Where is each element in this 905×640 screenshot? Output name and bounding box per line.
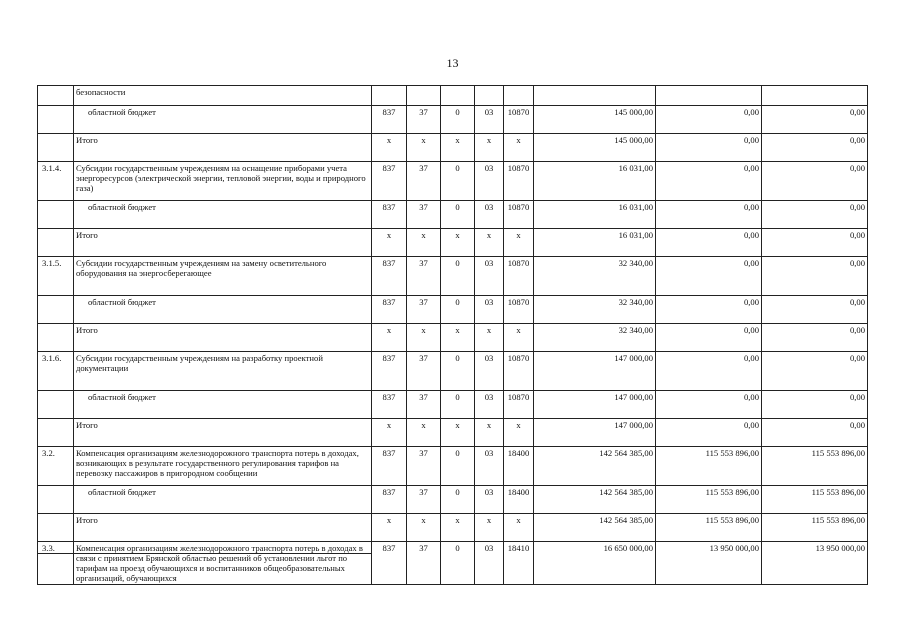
amount-cell: 147 000,00 [534,352,656,391]
amount-cell: 145 000,00 [534,106,656,134]
row-number-cell [38,419,74,447]
row-name-cell: Субсидии государственным учреждениям на замену осветительного оборудования на энергосберегающее [74,257,372,296]
amount-cell [762,86,868,106]
code-cell: x [475,229,504,257]
table-row [38,542,868,585]
row-number-cell: 3.1.4. [38,162,74,201]
row-name-cell: Компенсация организациям железнодорожного транспорта потерь в доходах, возникающих в результате государственного регулирования тарифов на перевозку пассажиров в пригородном сообщении [74,447,372,486]
code-cell: x [441,514,475,542]
code-cell [475,86,504,106]
code-cell: x [475,514,504,542]
code-cell: 0 [441,201,475,229]
code-cell: 03 [475,352,504,391]
budget-table [37,85,868,585]
code-cell: x [407,324,441,352]
row-number-cell [38,201,74,229]
row-number-cell: 3.1.5. [38,257,74,296]
code-cell: x [372,514,407,542]
amount-cell: 0,00 [762,201,868,229]
code-cell: 837 [372,391,407,419]
row-number-cell [38,296,74,324]
table-row [38,106,868,134]
code-cell: 03 [475,201,504,229]
amount-cell: 142 564 385,00 [534,486,656,514]
row-number-cell: 3.3. [38,542,74,585]
amount-cell: 0,00 [762,419,868,447]
code-cell [441,86,475,106]
amount-cell: 0,00 [656,296,762,324]
amount-cell: 32 340,00 [534,296,656,324]
code-cell: 837 [372,162,407,201]
code-cell: x [441,229,475,257]
code-cell: x [372,419,407,447]
code-cell: 0 [441,106,475,134]
code-cell: 0 [441,162,475,201]
code-cell: x [504,514,534,542]
code-cell: 837 [372,542,407,585]
amount-cell: 0,00 [762,162,868,201]
row-number-cell [38,514,74,542]
table-row [38,352,868,391]
table-row [38,86,868,106]
code-cell: 18400 [504,447,534,486]
amount-cell: 145 000,00 [534,134,656,162]
code-cell: x [372,324,407,352]
table-row [38,296,868,324]
amount-cell: 0,00 [656,201,762,229]
row-number-cell [38,86,74,106]
row-number-cell [38,324,74,352]
code-cell: 18410 [504,542,534,585]
code-cell: 10870 [504,352,534,391]
row-name-cell: Итого [74,324,372,352]
amount-cell: 142 564 385,00 [534,514,656,542]
code-cell: x [441,419,475,447]
code-cell: x [504,324,534,352]
amount-cell: 0,00 [656,352,762,391]
code-cell: x [475,134,504,162]
table-row [38,229,868,257]
amount-cell: 0,00 [656,419,762,447]
code-cell: x [475,324,504,352]
code-cell: 10870 [504,201,534,229]
code-cell: 0 [441,352,475,391]
amount-cell: 16 031,00 [534,201,656,229]
code-cell: 37 [407,106,441,134]
row-name-cell: областной бюджет [74,296,372,324]
code-cell: 10870 [504,296,534,324]
table-row [38,486,868,514]
row-name-cell: Итого [74,419,372,447]
amount-cell: 32 340,00 [534,257,656,296]
amount-cell: 0,00 [762,352,868,391]
amount-cell: 0,00 [656,106,762,134]
row-name-cell: Итого [74,229,372,257]
row-number-cell [38,134,74,162]
table-row [38,324,868,352]
table-row [38,162,868,201]
amount-cell: 0,00 [656,229,762,257]
amount-cell: 0,00 [762,324,868,352]
code-cell: 837 [372,486,407,514]
amount-cell: 0,00 [656,134,762,162]
row-name-cell: областной бюджет [74,201,372,229]
table-row [38,514,868,542]
row-number-cell [38,486,74,514]
code-cell: 03 [475,542,504,585]
amount-cell: 0,00 [656,162,762,201]
code-cell: 837 [372,201,407,229]
page-number: 13 [446,56,459,70]
code-cell: 0 [441,542,475,585]
row-number-cell: 3.1.6. [38,352,74,391]
amount-cell: 142 564 385,00 [534,447,656,486]
row-name-cell: безопасности [74,86,372,106]
row-name-cell: областной бюджет [74,486,372,514]
amount-cell: 0,00 [762,257,868,296]
code-cell: 03 [475,296,504,324]
code-cell: 03 [475,391,504,419]
code-cell: 03 [475,162,504,201]
row-number-cell: 3.2. [38,447,74,486]
code-cell: 37 [407,296,441,324]
row-name-cell: областной бюджет [74,391,372,419]
row-name-cell: областной бюджет [74,106,372,134]
code-cell: 10870 [504,257,534,296]
code-cell: 837 [372,352,407,391]
code-cell: 37 [407,542,441,585]
code-cell: 03 [475,106,504,134]
amount-cell: 0,00 [762,229,868,257]
code-cell: x [504,229,534,257]
code-cell [372,86,407,106]
code-cell: 10870 [504,106,534,134]
code-cell: x [504,134,534,162]
code-cell: 37 [407,447,441,486]
row-name-cell: Субсидии государственным учреждениям на оснащение приборами учета энергоресурсов (электрической энергии, тепловой энергии, воды и природного газа) [74,162,372,201]
code-cell: 18400 [504,486,534,514]
row-number-cell [38,106,74,134]
code-cell: x [407,419,441,447]
amount-cell: 147 000,00 [534,419,656,447]
amount-cell [534,86,656,106]
amount-cell: 0,00 [762,106,868,134]
table-row [38,447,868,486]
amount-cell: 0,00 [762,134,868,162]
code-cell [407,86,441,106]
code-cell: x [407,134,441,162]
table-body [38,86,868,585]
code-cell [504,86,534,106]
code-cell: x [407,514,441,542]
code-cell: 0 [441,391,475,419]
amount-cell: 115 553 896,00 [762,486,868,514]
amount-cell [656,86,762,106]
code-cell: 03 [475,486,504,514]
amount-cell: 115 553 896,00 [762,514,868,542]
code-cell: x [372,229,407,257]
row-name-cell: Компенсация организациям железнодорожного транспорта потерь в доходах в связи с принятием Брянской областью решений об установлении льгот по тарифам на проезд обучающихся и воспитанников общеобразовательных организаций, обучающихся [74,542,372,585]
table-row [38,201,868,229]
code-cell: 0 [441,486,475,514]
amount-cell: 115 553 896,00 [656,514,762,542]
code-cell: 0 [441,296,475,324]
code-cell: x [372,134,407,162]
table-row [38,257,868,296]
code-cell: x [441,134,475,162]
amount-cell: 0,00 [762,296,868,324]
amount-cell: 0,00 [656,257,762,296]
amount-cell: 0,00 [762,391,868,419]
code-cell: 37 [407,162,441,201]
code-cell: 837 [372,106,407,134]
amount-cell: 13 950 000,00 [656,542,762,585]
code-cell: 837 [372,296,407,324]
code-cell: 10870 [504,162,534,201]
code-cell: x [441,324,475,352]
code-cell: 0 [441,447,475,486]
amount-cell: 16 031,00 [534,162,656,201]
code-cell: 03 [475,257,504,296]
code-cell: 0 [441,257,475,296]
table-bottom-rule [37,553,371,554]
amount-cell: 16 031,00 [534,229,656,257]
code-cell: 37 [407,201,441,229]
amount-cell: 0,00 [656,324,762,352]
code-cell: 37 [407,352,441,391]
row-name-cell: Итого [74,134,372,162]
amount-cell: 147 000,00 [534,391,656,419]
code-cell: 37 [407,257,441,296]
code-cell: x [407,229,441,257]
amount-cell: 115 553 896,00 [762,447,868,486]
code-cell: x [504,419,534,447]
row-name-cell: Итого [74,514,372,542]
code-cell: 837 [372,447,407,486]
amount-cell: 115 553 896,00 [656,486,762,514]
table-row [38,134,868,162]
amount-cell: 0,00 [656,391,762,419]
amount-cell: 16 650 000,00 [534,542,656,585]
code-cell: 37 [407,391,441,419]
code-cell: x [475,419,504,447]
code-cell: 837 [372,257,407,296]
code-cell: 37 [407,486,441,514]
amount-cell: 32 340,00 [534,324,656,352]
table-row [38,391,868,419]
row-number-cell [38,391,74,419]
code-cell: 03 [475,447,504,486]
table-row [38,419,868,447]
amount-cell: 13 950 000,00 [762,542,868,585]
row-name-cell: Субсидии государственным учреждениям на разработку проектной документации [74,352,372,391]
row-number-cell [38,229,74,257]
code-cell: 10870 [504,391,534,419]
amount-cell: 115 553 896,00 [656,447,762,486]
